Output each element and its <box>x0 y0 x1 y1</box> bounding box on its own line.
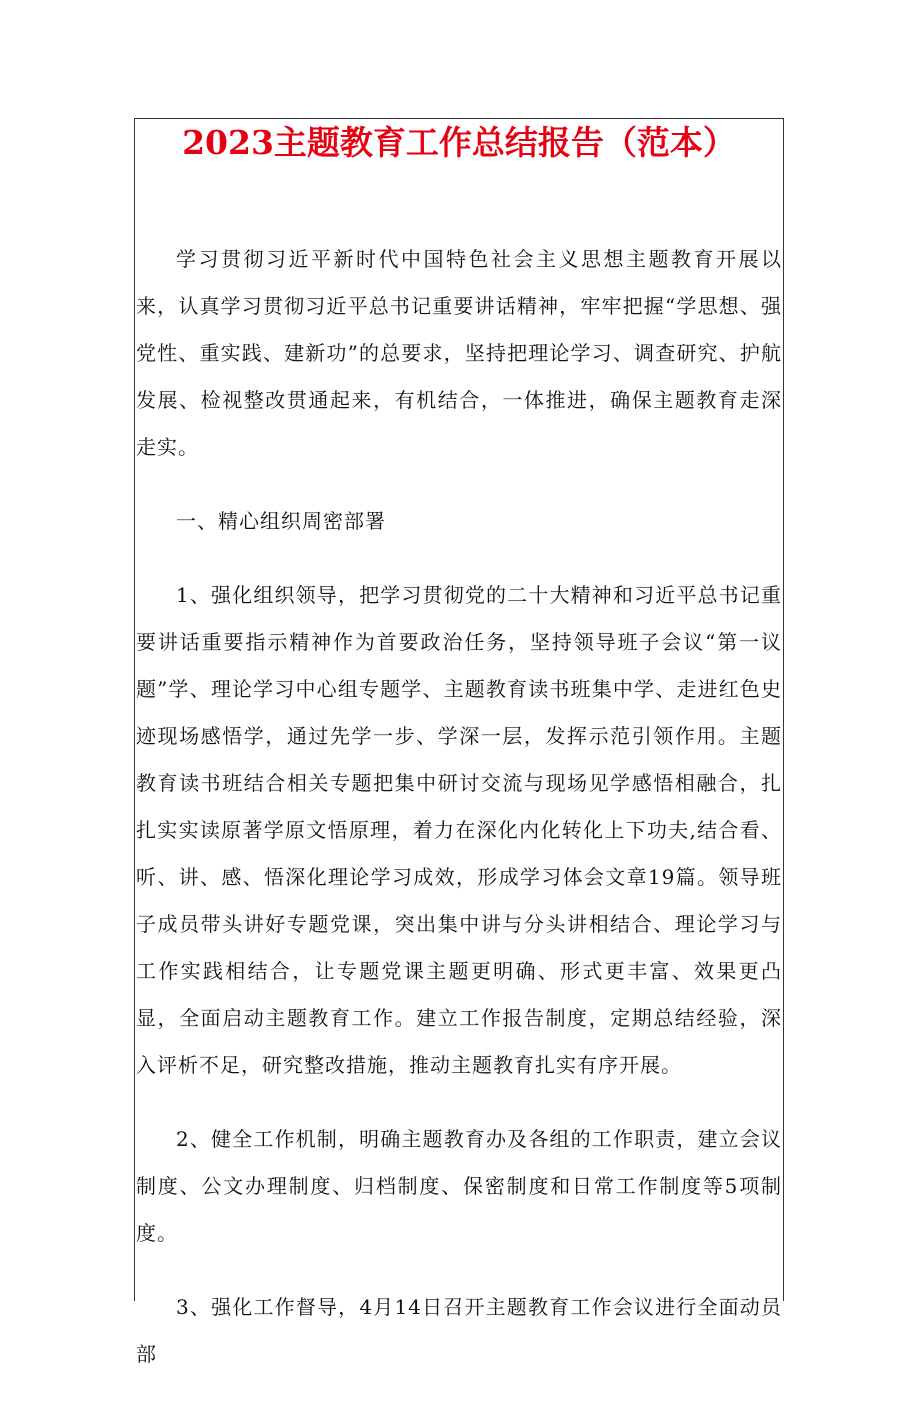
document-body <box>136 236 782 1405</box>
paragraph-item-1: 1、强化组织领导，把学习贯彻党的二十大精神和习近平总书记重要讲话重要指示精神作为首要政治任务，坚持领导班子会议“第一议题”学、理论学习中心组专题学、主题教育读书班集中学、走进红色史迹现场感悟学，通过先学一步、学深一层，发挥示范引领作用。主题教育读书班结合相关专题把集中研讨交流与现场见学感悟相融合，扎扎实实读原著学原文悟原理，着力在深化内化转化上下功夫,结合看、听、讲、感、悟深化理论学习成效，形成学习体会文章19篇。领导班子成员带头讲好专题党课，突出集中讲与分头讲相结合、理论学习与工作实践相结合，让专题党课主题更明确、形式更丰富、效果更凸显，全面启动主题教育工作。建立工作报告制度，定期总结经验，深入评析不足，研究整改措施，推动主题教育扎实有序开展。 <box>136 583 782 1077</box>
paragraph-item-2: 2、健全工作机制，明确主题教育办及各组的工作职责，建立会议制度、公文办理制度、归档制度、保密制度和日常工作制度等5项制度。 <box>136 1127 782 1245</box>
intro-paragraph: 学习贯彻习近平新时代中国特色社会主义思想主题教育开展以来，认真学习贯彻习近平总书记重要讲话精神，牢牢把握“学思想、强党性、重实践、建新功”的总要求，坚持把理论学习、调查研究、护航发展、检视整改贯通起来，有机结合，一体推进，确保主题教育走深走实。 <box>136 247 782 459</box>
section-heading-1: 一、精心组织周密部署 <box>176 509 386 533</box>
document-title: 2023主题教育工作总结报告（范本） <box>182 123 736 162</box>
paragraph-item-3: 3、强化工作督导，4月14日召开主题教育工作会议进行全面动员部 <box>136 1295 782 1366</box>
